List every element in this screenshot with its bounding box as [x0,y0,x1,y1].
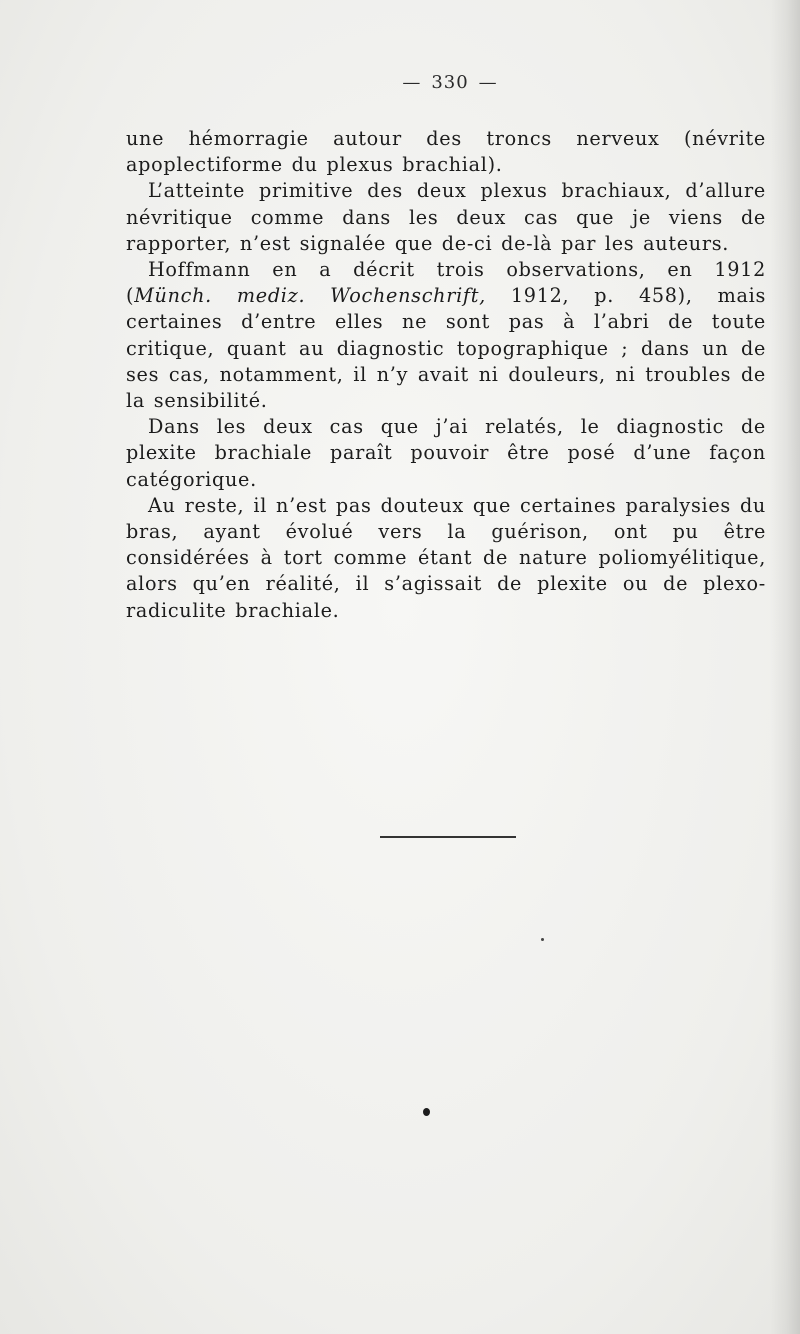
paragraph-text: Hoffmann en a décrit trois observations, en 1912 ( [126,258,766,308]
page-number-dash-left: — [402,72,422,93]
page-number-dash-right: — [478,72,498,93]
paragraph-text: Au reste, il n’est pas douteux que certaines paralysies du bras, ayant évolué vers la guérison, ont pu être considérées à tort comme étant de nature poliomyélitique, alors qu’en réalité, il s’agissait de plexite ou de plexo-radiculite brachiale. [126,493,766,622]
page-number-value: 330 [431,72,469,93]
paragraph-text: 1912, p. 458), mais certaines d’entre elles ne sont pas à l’abri de toute critique, quant au diagnostic topographique ; dans un de ses cas, notamment, il n’y avait ni douleurs, ni troubles de la sensibilité. [126,284,766,413]
page-number [0,72,800,93]
paragraph-text: une hémorragie autour des troncs nerveux (névrite apoplectiforme du plexus brachial). [126,127,766,177]
ink-speck [541,938,544,941]
paragraph-text: L’atteinte primitive des deux plexus brachiaux, d’allure névritique comme dans les deux cas que je viens de rapporter, n’est signalée que de-ci de-là par les auteurs. [126,179,766,255]
body-text [126,126,766,624]
paragraph [126,493,766,624]
italic-citation: Münch. mediz. Wochenschrift, [134,284,486,308]
paragraph [126,414,766,493]
ink-speck [423,1108,430,1116]
paragraph-text: Dans les deux cas que j’ai relatés, le diagnostic de plexite brachiale paraît pouvoir être posé d’une façon catégorique. [126,415,766,491]
page-edge-shadow [770,0,800,1334]
paragraph [126,178,766,257]
section-end-rule [380,836,516,838]
paragraph [126,126,766,178]
paragraph [126,257,766,414]
